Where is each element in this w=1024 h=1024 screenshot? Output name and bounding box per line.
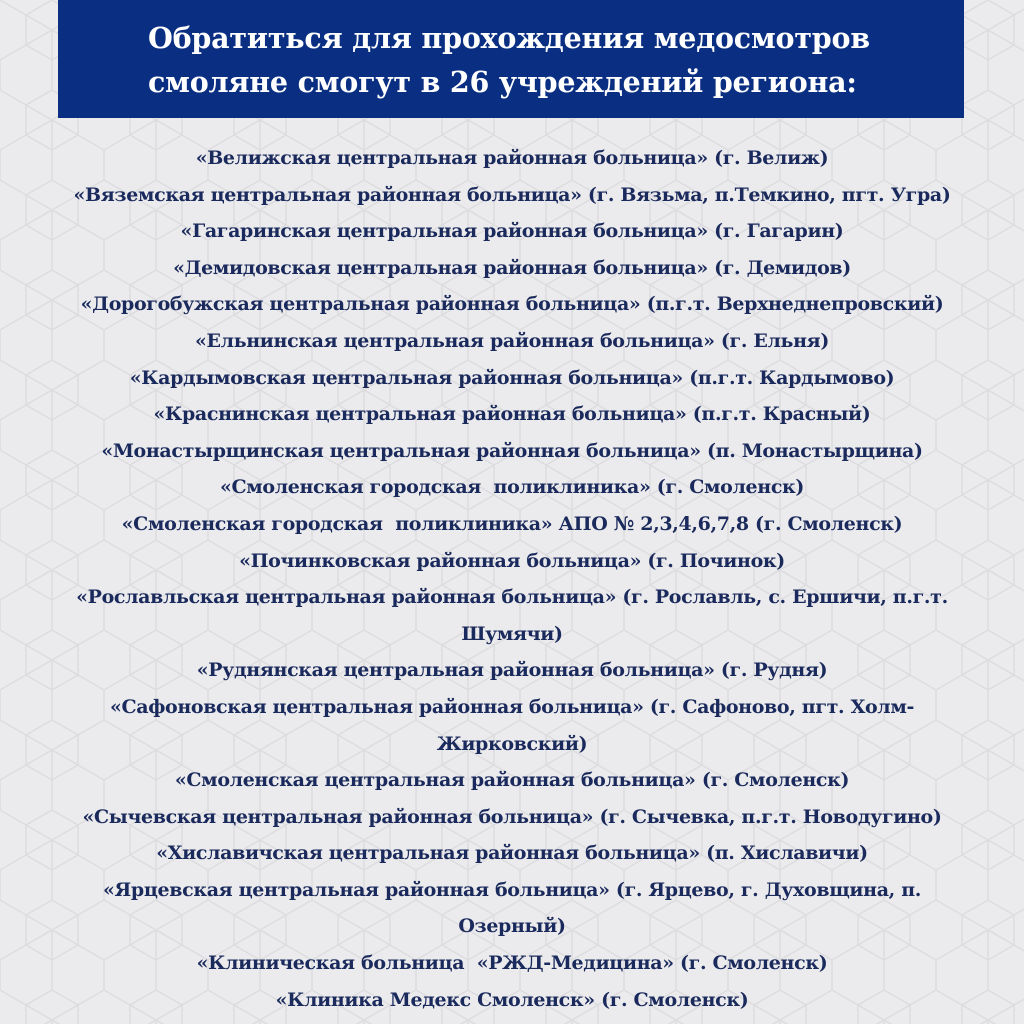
- list-item: «Руднянская центральная районная больница» (г. Рудня): [196, 659, 828, 682]
- list-item: «Велижская центральная районная больница» (г. Велиж): [195, 147, 829, 169]
- title-line-2: смоляне смогут в 26 учреждений региона:: [148, 65, 857, 99]
- list-item: «Сафоновская центральная районная больница» (г. Сафоново, пгт. Холм-Жирковский): [109, 695, 915, 755]
- list-item: «Смоленская городская поликлиника» АПО № 2,3,4,6,7,8 (г. Смоленск): [121, 512, 903, 535]
- list-item: «Вяземская центральная районная больница» (г. Вязьма, п.Темкино, пгт. Угра): [73, 183, 951, 206]
- list-item: «Демидовская центральная районная больница» (г. Демидов): [173, 256, 851, 279]
- list-item: «Смоленская центральная районная больница» (г. Смоленск): [174, 769, 850, 792]
- list-item: «Смоленская городская поликлиника» (г. Смоленск): [219, 476, 805, 499]
- list-item: «Рославльская центральная районная больница» (г. Рославль, с. Ершичи, п.г.т. Шумячи): [76, 586, 955, 645]
- list-item: «Ельнинская центральная районная больница» (г. Ельня): [194, 329, 829, 352]
- list-item: «Клиническая больница «РЖД-Медицина» (г. Смоленск): [196, 952, 828, 975]
- list-item: «Гагаринская центральная районная больница» (г. Гагарин): [180, 220, 844, 243]
- list-item: «Дорогобужская центральная районная больница» (п.г.т. Верхнеднепровский): [80, 293, 944, 316]
- list-item: «Сычевская центральная районная больница» (г. Сычевка, п.г.т. Новодугино): [82, 805, 942, 828]
- list-item: «Ярцевская центральная районная больница» (г. Ярцево, г. Духовщина, п. Озерный): [102, 878, 928, 938]
- list-item: «Клиника Медекс Смоленск» (г. Смоленск): [275, 988, 749, 1011]
- title-line-1: Обратиться для прохождения медосмотров: [148, 21, 870, 55]
- list-item: «Хиславичская центральная районная больница» (п. Хиславичи): [156, 842, 868, 865]
- list-item: «Краснинская центральная районная больница» (п.г.т. Красный): [153, 403, 871, 426]
- list-item: «Починковская районная больница» (г. Починок): [239, 549, 785, 572]
- institutions-list: [24, 140, 1000, 1018]
- page-title: [148, 16, 964, 104]
- list-item: «Кардымовская центральная районная больница» (п.г.т. Кардымово): [129, 366, 895, 389]
- list-item: «Монастырщинская центральная районная больница» (п. Монастырщина): [101, 439, 923, 462]
- title-banner: [58, 0, 964, 118]
